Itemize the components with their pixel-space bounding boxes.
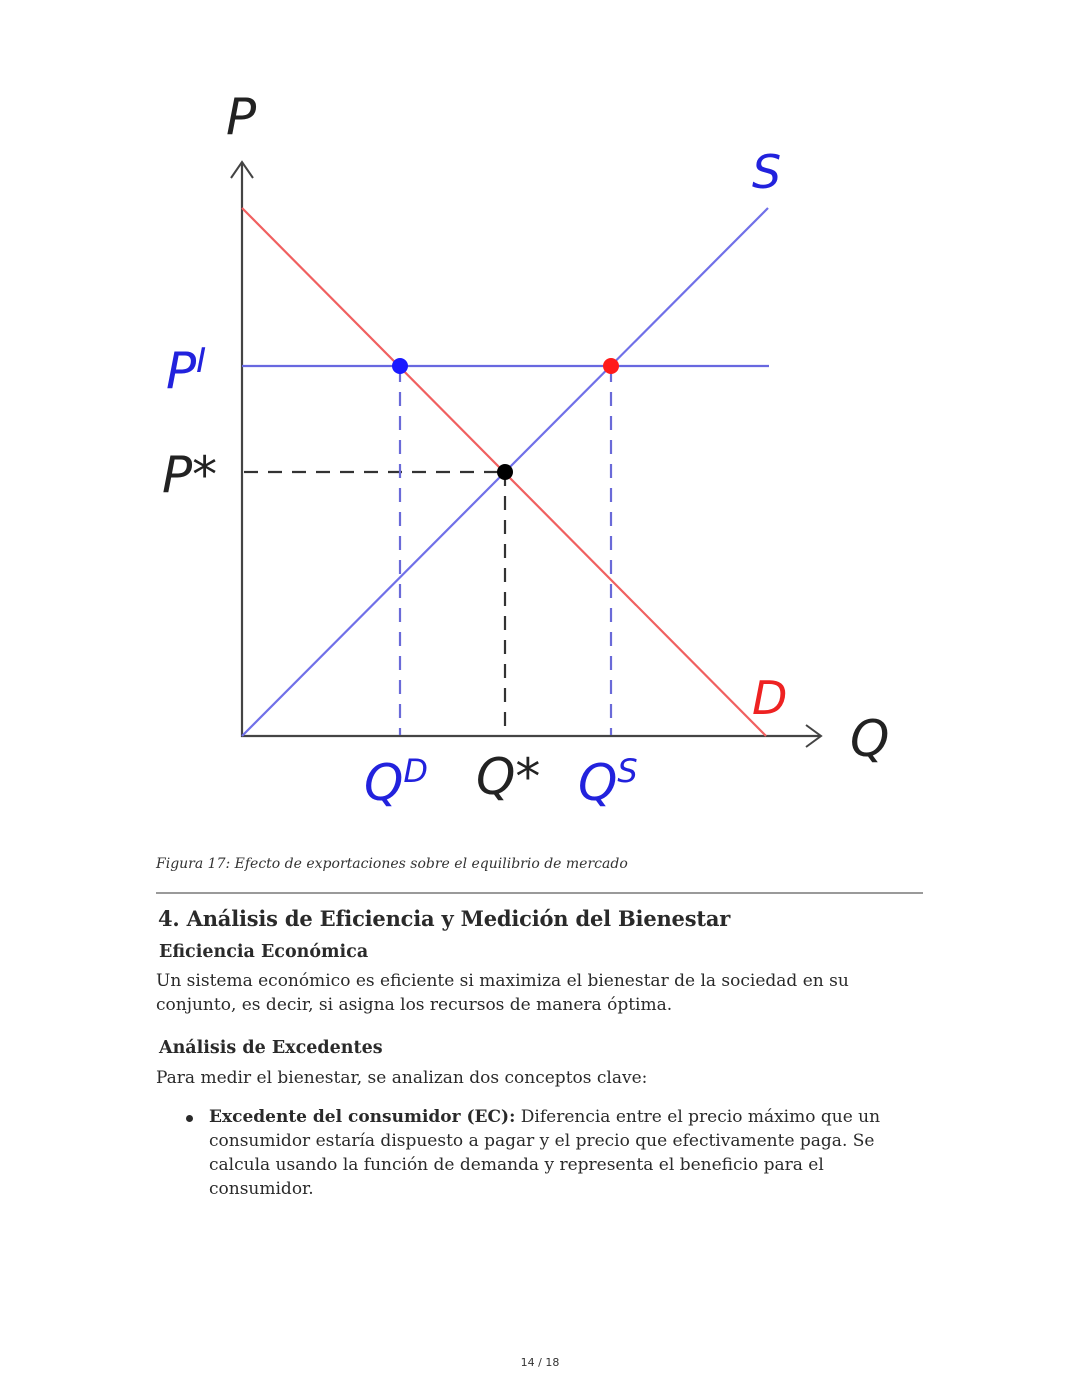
supply-point: [603, 358, 619, 374]
figure-caption: Figura 17: Efecto de exportaciones sobre el equilibrio de mercado: [156, 856, 628, 872]
qs-label: $Q^S$: [578, 752, 638, 812]
section-divider: [156, 892, 923, 894]
subheading-eficiencia: Eficiencia Económica: [159, 942, 369, 962]
x-axis-label: Q: [850, 710, 890, 768]
supply-label: S: [752, 145, 782, 199]
subheading-excedentes: Análisis de Excedentes: [159, 1038, 383, 1058]
demand-label: D: [752, 671, 788, 725]
demand-point: [392, 358, 408, 374]
qd-label: $Q^D$: [364, 752, 428, 812]
world-price-label: $P^I$: [166, 341, 207, 400]
bullet-text: Diferencia entre el precio máximo que un consumidor estaría dispuesto a pagar y el precio que efectivamente paga. Se calcula usando la función de demanda y representa el beneficio para el consumidor.: [209, 1107, 881, 1199]
equilibrium-point: [497, 464, 513, 480]
paragraph-eficiencia: Un sistema económico es eficiente si maximiza el bienestar de la sociedad en su conjunto, es decir, si asigna los recursos de manera óptima.: [156, 971, 849, 1015]
q-eq-label: Q*: [476, 748, 541, 806]
bullet-icon: [186, 1115, 193, 1122]
bullet-list: [156, 1105, 916, 1201]
bullet-term: Excedente del consumidor (EC):: [209, 1107, 516, 1127]
section-heading: 4. Análisis de Eficiencia y Medición del Bienestar: [158, 906, 731, 931]
eq-price-label: P*: [162, 446, 218, 504]
list-item: [156, 1105, 916, 1201]
paragraph-excedentes: Para medir el bienestar, se analizan dos conceptos clave:: [156, 1068, 648, 1088]
y-axis-label: P: [226, 88, 257, 146]
page-number: 14 / 18: [520, 1356, 560, 1369]
